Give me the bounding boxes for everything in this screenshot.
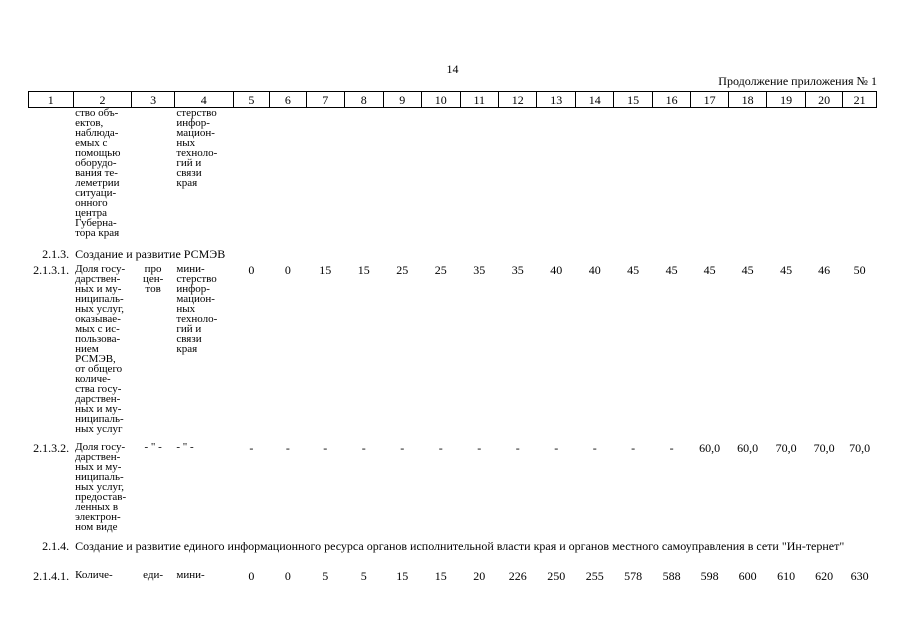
page-number: 14 [446,62,459,76]
cell-line: Доля госу- [75,262,126,275]
table-row [29,568,877,586]
cell-line: Количе- [75,568,113,581]
cell-line: количе- [75,372,111,385]
value-cell: 25 [434,262,447,277]
unit-cell [132,262,175,440]
value-cell: - [285,440,290,455]
value-cell: 60,0 [737,440,759,455]
cell-line: мини- [176,262,205,275]
cell-line: - " - [144,440,162,453]
column-header: 19 [767,92,805,108]
cell-line: ектов, [75,117,104,129]
cell-line: онного [75,197,108,209]
value-cell: 5 [360,568,367,583]
cell-line: мацион- [176,292,215,305]
value-cell [270,108,306,246]
row-code: 2.1.3. [42,246,70,261]
value-cell [691,108,728,246]
table-row [29,262,877,440]
value-cell: 45 [741,262,754,277]
value-cell: 226 [508,568,527,583]
section-row [29,538,877,568]
cell-line: центра [75,207,108,219]
indicator-name-cell [73,108,132,246]
cell-line: электрон- [75,510,121,523]
cell-line: ленных в [75,500,119,513]
table-row [29,440,877,538]
column-header: 10 [422,92,460,108]
cell-line: инфор- [176,117,210,129]
cell-line: ных услуг [75,422,123,435]
value-cell: 46 [818,262,831,277]
column-header: 14 [575,92,613,108]
row-code: 2.1.4.1. [33,568,70,583]
section-title: Создание и развитие единого информационного ресурса органов исполнительной власти края и органов местного самоуправления в сети "Ин-тернет" [75,538,845,553]
value-cell: 15 [319,262,332,277]
cell-line: техноло- [176,147,218,159]
value-cell [306,108,344,246]
value-cell: 35 [511,262,524,277]
column-header: 5 [233,92,269,108]
value-cell: 630 [850,568,869,583]
value-cell: 45 [627,262,640,277]
cell-line: стерство [176,107,217,119]
column-header: 4 [174,92,233,108]
executor-cell [174,262,233,440]
cell-line: ных услуг, [75,480,124,493]
cell-line: края [176,342,198,355]
value-cell: 588 [662,568,681,583]
cell-line: предостав- [75,490,127,503]
cell-line: ных [176,302,196,315]
cell-line: гий и [176,322,202,335]
value-cell: 0 [284,568,291,583]
value-cell: 45 [703,262,716,277]
value-cell: 15 [434,568,447,583]
column-header: 11 [460,92,498,108]
cell-line: ных и му- [75,282,122,295]
cell-line: еди- [143,568,164,581]
row-code: 2.1.4. [42,538,70,553]
cell-line: цен- [142,272,164,285]
cell-line: ных и му- [75,402,122,415]
value-cell [345,108,383,246]
header-row [29,92,877,108]
cell-line: помощью [75,147,121,159]
column-header: 7 [306,92,344,108]
cell-line: ных [176,137,196,149]
value-cell: 15 [357,262,370,277]
cell-line: ном виде [75,520,118,533]
cell-line: про [144,262,162,275]
value-cell: - [361,440,366,455]
continuation-label: Продолжение приложения № 1 [718,74,877,88]
indicator-name-cell [73,440,132,538]
row-code [29,108,74,246]
value-cell: 45 [665,262,678,277]
value-cell: - [249,440,254,455]
value-cell [498,108,536,246]
value-cell: 70,0 [775,440,797,455]
cell-line: тов [145,282,161,295]
indicator-name-cell [73,262,132,440]
cell-line: связи [176,167,202,179]
column-header: 12 [498,92,536,108]
cell-line: стерство [176,272,217,285]
cell-line: ных и му- [75,460,122,473]
value-cell: 0 [248,568,255,583]
cell-line: наблюда- [75,127,119,139]
value-cell: 0 [284,262,291,277]
value-cell: 45 [780,262,793,277]
value-cell: 255 [585,568,604,583]
value-cell: 35 [473,262,486,277]
value-cell: 70,0 [813,440,835,455]
cell-line: ства госу- [75,382,122,395]
value-cell: 15 [396,568,409,583]
appendix-table [28,91,877,586]
column-header: 15 [614,92,652,108]
value-cell: 250 [547,568,566,583]
value-cell: 40 [550,262,563,277]
value-cell [843,108,877,246]
cell-line: ситуаци- [75,187,117,199]
cell-line: вания те- [75,167,118,179]
row-code: 2.1.3.2. [33,440,70,455]
column-header: 1 [29,92,74,108]
cell-line: ниципаль- [75,470,124,483]
column-header: 20 [805,92,842,108]
cell-line: ниципаль- [75,292,124,305]
unit-cell [132,108,175,246]
value-cell: - [438,440,443,455]
cell-line: оборудо- [75,157,117,169]
executor-cell [174,568,233,586]
cell-line: мини- [176,568,205,581]
cell-line: пользова- [75,332,121,345]
cell-line: гий и [176,157,202,169]
column-header: 9 [383,92,421,108]
cell-line: - " - [176,440,194,453]
column-header: 2 [73,92,132,108]
section-row [29,246,877,262]
value-cell: 5 [322,568,329,583]
value-cell [460,108,498,246]
cell-line: тора края [75,227,120,239]
cell-line: ных услуг, [75,302,124,315]
column-header: 8 [345,92,383,108]
table-row [29,108,877,246]
cell-line: техноло- [176,312,218,325]
cell-line: инфор- [176,282,210,295]
value-cell [383,108,421,246]
value-cell: 578 [624,568,643,583]
column-header: 17 [691,92,728,108]
value-cell: 60,0 [699,440,721,455]
cell-line: ниципаль- [75,412,124,425]
cell-line: дарствен- [75,392,121,405]
value-cell [233,108,269,246]
column-header: 18 [728,92,766,108]
executor-cell [174,440,233,538]
cell-line: РСМЭВ, [75,352,116,365]
cell-line: нием [75,342,99,355]
value-cell [614,108,652,246]
executor-cell [174,108,233,246]
value-cell [805,108,842,246]
cell-line: Доля госу- [75,440,126,453]
cell-line: ство объ- [75,107,119,119]
column-header: 21 [843,92,877,108]
value-cell: 25 [396,262,409,277]
value-cell: 50 [853,262,866,277]
value-cell [537,108,575,246]
value-cell: - [323,440,328,455]
column-header: 6 [270,92,306,108]
value-cell: 20 [473,568,486,583]
cell-line: связи [176,332,202,345]
value-cell: - [477,440,482,455]
cell-line: дарствен- [75,450,121,463]
cell-line: леметрии [75,177,120,189]
value-cell: - [631,440,636,455]
cell-line: мацион- [176,127,215,139]
unit-cell [132,568,175,586]
row-code: 2.1.3.1. [33,262,70,277]
cell-line: емых с [75,137,108,149]
cell-line: Губерна- [75,217,117,229]
value-cell: 610 [777,568,796,583]
cell-line: оказывае- [75,312,121,325]
value-cell: 0 [248,262,255,277]
value-cell: 600 [738,568,757,583]
table-body [29,108,877,586]
cell-line: от общего [75,362,123,375]
section-title: Создание и развитие РСМЭВ [75,246,226,261]
value-cell [575,108,613,246]
value-cell [422,108,460,246]
cell-line: дарствен- [75,272,121,285]
column-header: 13 [537,92,575,108]
column-header: 3 [132,92,175,108]
cell-line: края [176,177,198,189]
value-cell: 598 [700,568,719,583]
column-header: 16 [652,92,690,108]
unit-cell [132,440,175,538]
value-cell [767,108,805,246]
value-cell: - [592,440,597,455]
value-cell [728,108,766,246]
value-cell: 620 [815,568,834,583]
value-cell: - [400,440,405,455]
value-cell [652,108,690,246]
cell-line: мых с ис- [75,322,120,335]
value-cell: - [554,440,559,455]
value-cell: 70,0 [849,440,871,455]
value-cell: - [515,440,520,455]
indicator-name-cell [73,568,132,586]
value-cell: - [669,440,674,455]
value-cell: 40 [588,262,601,277]
